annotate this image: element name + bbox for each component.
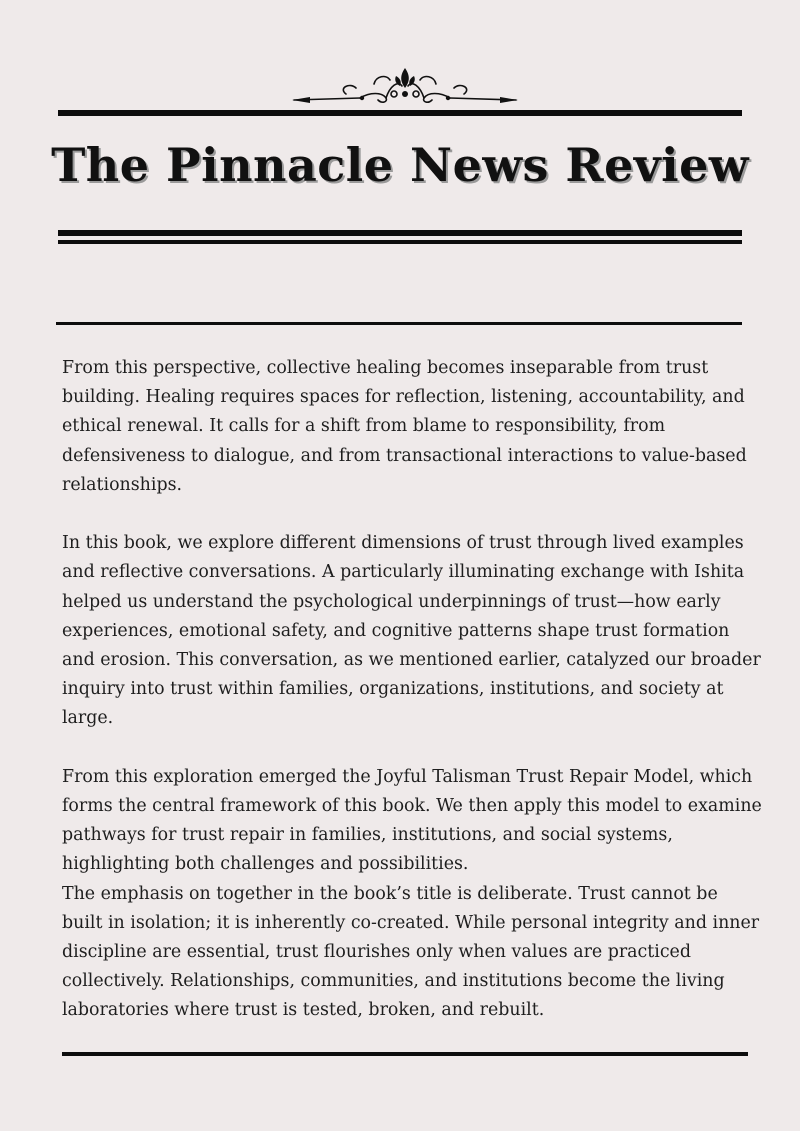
- section-divider-top: [56, 322, 742, 325]
- article-paragraph: From this exploration emerged the Joyful Talisman Trust Repair Model, which forms the central framework of this book. We then apply this model to examine pathways for trust repair in families, institutions, and social systems, highlighting both challenges and possibilities.: [62, 766, 768, 875]
- masthead-bottom-rule-upper: [58, 230, 742, 236]
- masthead-top-rule: [58, 110, 742, 116]
- masthead-bottom-rule-lower: [58, 240, 742, 244]
- article-paragraph: In this book, we explore different dimensions of trust through lived examples and reflective conversations. A particularly illuminating exchange with Ishita helped us understand the psychological underpinnings of trust—how early experiences, emotional safety, and cognitive patterns shape trust formation and erosion. This conversation, as we mentioned earlier, catalyzed our broader inquiry into trust within families, organizations, institutions, and society at large.: [62, 533, 767, 729]
- section-divider-bottom: [62, 1052, 748, 1056]
- article-body: [62, 354, 768, 1026]
- article-paragraph: From this perspective, collective healing becomes inseparable from trust building. Healing requires spaces for reflection, listening, accountability, and ethical renewal. It calls for a shift from blame to responsibility, from defensiveness to dialogue, and from transactional interactions to value-based relationships.: [62, 358, 753, 495]
- flourish-ornament-icon: [290, 62, 520, 108]
- article-paragraph: The emphasis on together in the book’s title is deliberate. Trust cannot be built in isolation; it is inherently co-created. While personal integrity and inner discipline are essential, trust flourishes only when values are practiced collectively. Relationships, communities, and institutions become the living laboratories where trust is tested, broken, and rebuilt.: [62, 883, 765, 1021]
- page-title: The Pinnacle News Review: [51, 138, 749, 192]
